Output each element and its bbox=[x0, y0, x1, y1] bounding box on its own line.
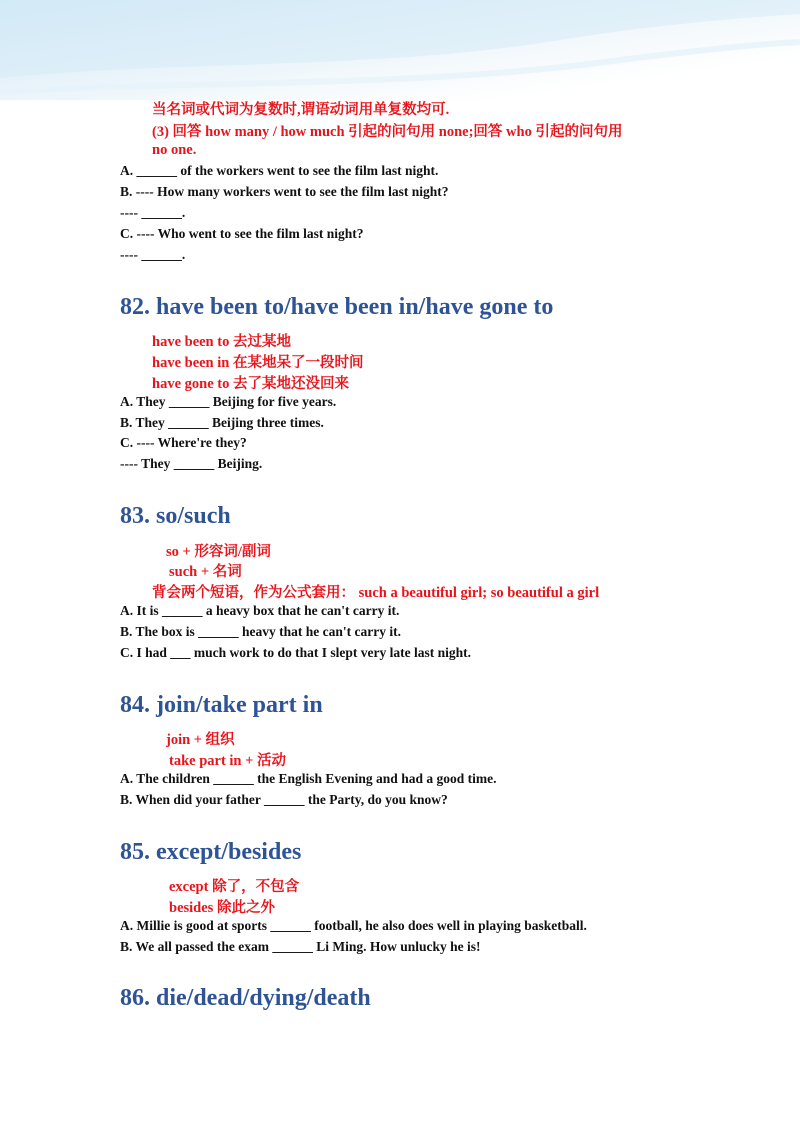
rule-text: no one. bbox=[152, 142, 197, 158]
exercise-line: B. We all passed the exam ______ Li Ming. How unlucky he is! bbox=[120, 939, 481, 954]
exercise-line: ---- ______. bbox=[120, 205, 186, 220]
exercise-line: A. The children ______ the English Evening and had a good time. bbox=[120, 771, 497, 786]
section-heading: 84. join/take part in bbox=[120, 692, 323, 718]
exercise-line: A. It is ______ a heavy box that he can't carry it. bbox=[120, 603, 400, 618]
note-line: take part in + 活动 bbox=[169, 753, 287, 769]
note-line: join + 组织 bbox=[166, 732, 235, 748]
exercise-line: B. They ______ Beijing three times. bbox=[120, 415, 324, 430]
note-line: such + 名词 bbox=[169, 564, 242, 580]
exercise-line: B. ---- How many workers went to see the film last night? bbox=[120, 184, 449, 199]
exercise-line: ---- They ______ Beijing. bbox=[120, 456, 263, 471]
exercise-line: B. The box is ______ heavy that he can't carry it. bbox=[120, 624, 401, 639]
exercise-line: C. ---- Who went to see the film last night? bbox=[120, 226, 364, 241]
section-heading: 86. die/dead/dying/death bbox=[120, 985, 371, 1011]
section-heading: 83. so/such bbox=[120, 503, 231, 529]
note-line: 背会两个短语，作为公式套用： such a beautiful girl; so beautiful a girl bbox=[152, 585, 600, 601]
section-heading: 85. except/besides bbox=[120, 839, 302, 865]
note-line: have been to 去过某地 bbox=[152, 334, 291, 350]
note-line: so + 形容词/副词 bbox=[166, 544, 271, 560]
rule-text: 当名词或代词为复数时,谓语动词用单复数均可. bbox=[152, 102, 450, 118]
exercise-line: C. ---- Where're they? bbox=[120, 435, 247, 450]
exercise-line: C. I had ___ much work to do that I slept very late last night. bbox=[120, 645, 472, 660]
note-line: have been in 在某地呆了一段时间 bbox=[152, 355, 364, 371]
exercise-line: A. ______ of the workers went to see the film last night. bbox=[120, 163, 439, 178]
exercise-line: ---- ______. bbox=[120, 247, 186, 262]
note-line: have gone to 去了某地还没回来 bbox=[152, 376, 349, 392]
exercise-line: A. They ______ Beijing for five years. bbox=[120, 394, 337, 409]
exercise-line: A. Millie is good at sports ______ football, he also does well in playing basketball. bbox=[120, 918, 587, 933]
note-line: except 除了，不包含 bbox=[169, 879, 300, 895]
exercise-line: B. When did your father ______ the Party, do you know? bbox=[120, 792, 448, 807]
section-heading: 82. have been to/have been in/have gone to bbox=[120, 294, 554, 320]
note-line: besides 除此之外 bbox=[169, 900, 275, 916]
rule-text: (3) 回答 how many / how much 引起的问句用 none;回答 who 引起的问句用 bbox=[152, 124, 623, 140]
